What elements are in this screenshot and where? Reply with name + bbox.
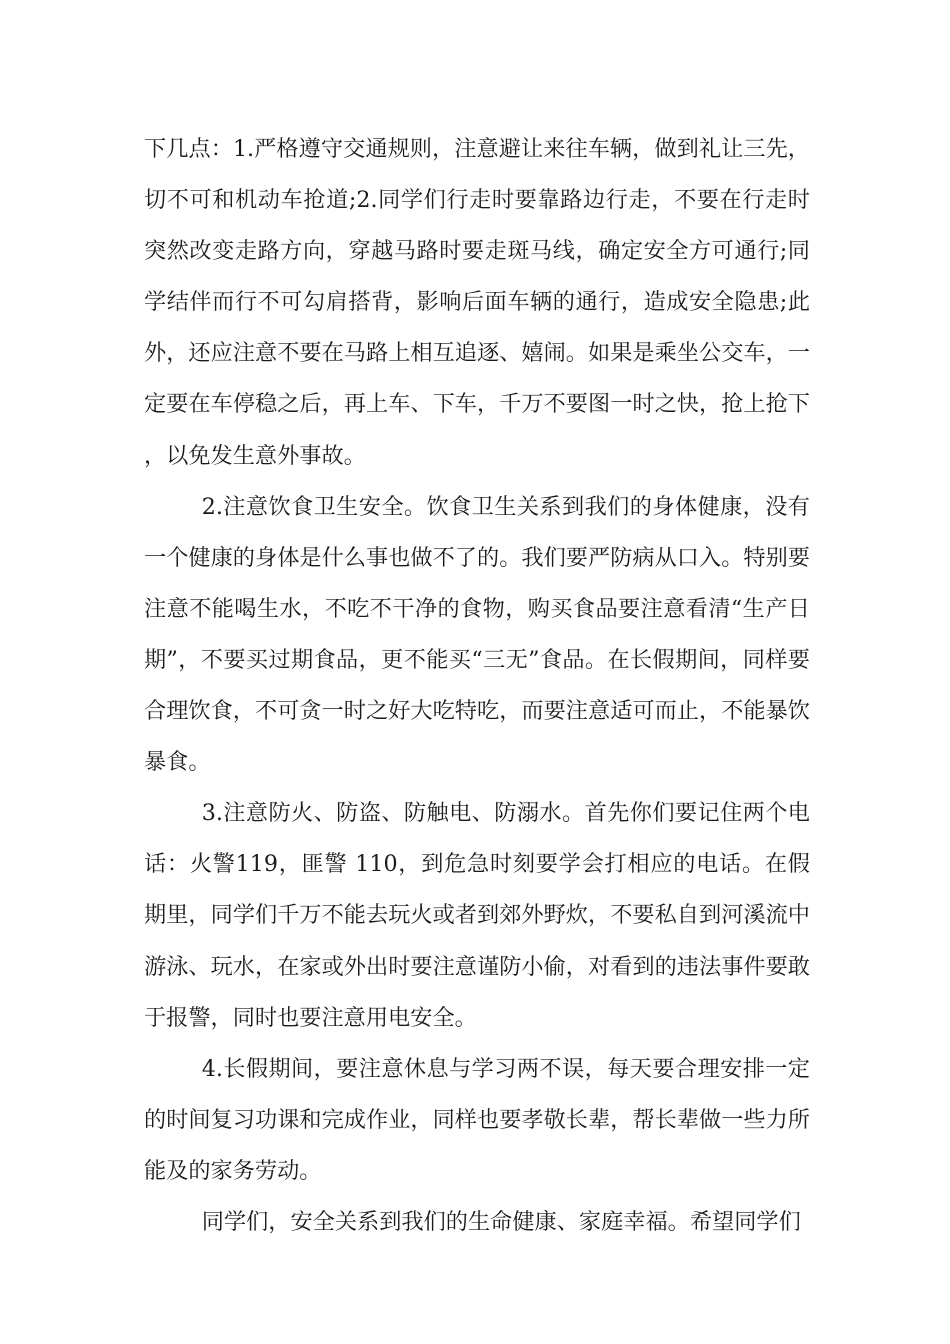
paragraph-rest-and-study: 4.长假期间，要注意休息与学习两不误，每天要合理安排一定的时间复习功课和完成作业，同样也要孝敬长辈，帮长辈做一些力所能及的家务劳动。	[144, 1055, 810, 1184]
paragraph-fire-theft-electric-water: 3.注意防火、防盗、防触电、防溺水。首先你们要记住两个电话：火警119，匪警 110，到危急时刻要学会打相应的电话。在假期里，同学们千万不能去玩火或者到郊外野炊，不要私自到河溪流中游泳、玩水，在家或外出时要注意谨防小偷，对看到的违法事件要敢于报警，同时也要注意用电安全。	[144, 800, 810, 1031]
paragraph-traffic-safety: 下几点：1.严格遵守交通规则，注意避让来往车辆，做到礼让三先，切不可和机动车抢道;2.同学们行走时要靠路边行走，不要在行走时突然改变走路方向，穿越马路时要走斑马线，确定安全方可通行;同学结伴而行不可勾肩搭背，影响后面车辆的通行，造成安全隐患;此外，还应注意不要在马路上相互追逐、嬉闹。如果是乘坐公交车，一定要在车停稳之后，再上车、下车，千万不要图一时之快，抢上抢下，以免发生意外事故。	[144, 136, 810, 469]
paragraph-closing: 同学们，安全关系到我们的生命健康、家庭幸福。希望同学们	[201, 1208, 801, 1235]
document-body	[144, 124, 810, 1248]
paragraph-food-safety: 2.注意饮食卫生安全。饮食卫生关系到我们的身体健康，没有一个健康的身体是什么事也做不了的。我们要严防病从口入。特别要注意不能喝生水，不吃不干净的食物，购买食品要注意看清“生产日期”，不要买过期食品，更不能买“三无”食品。在长假期间，同样要合理饮食，不可贪一时之好大吃特吃，而要注意适可而止，不能暴饮暴食。	[144, 493, 810, 776]
